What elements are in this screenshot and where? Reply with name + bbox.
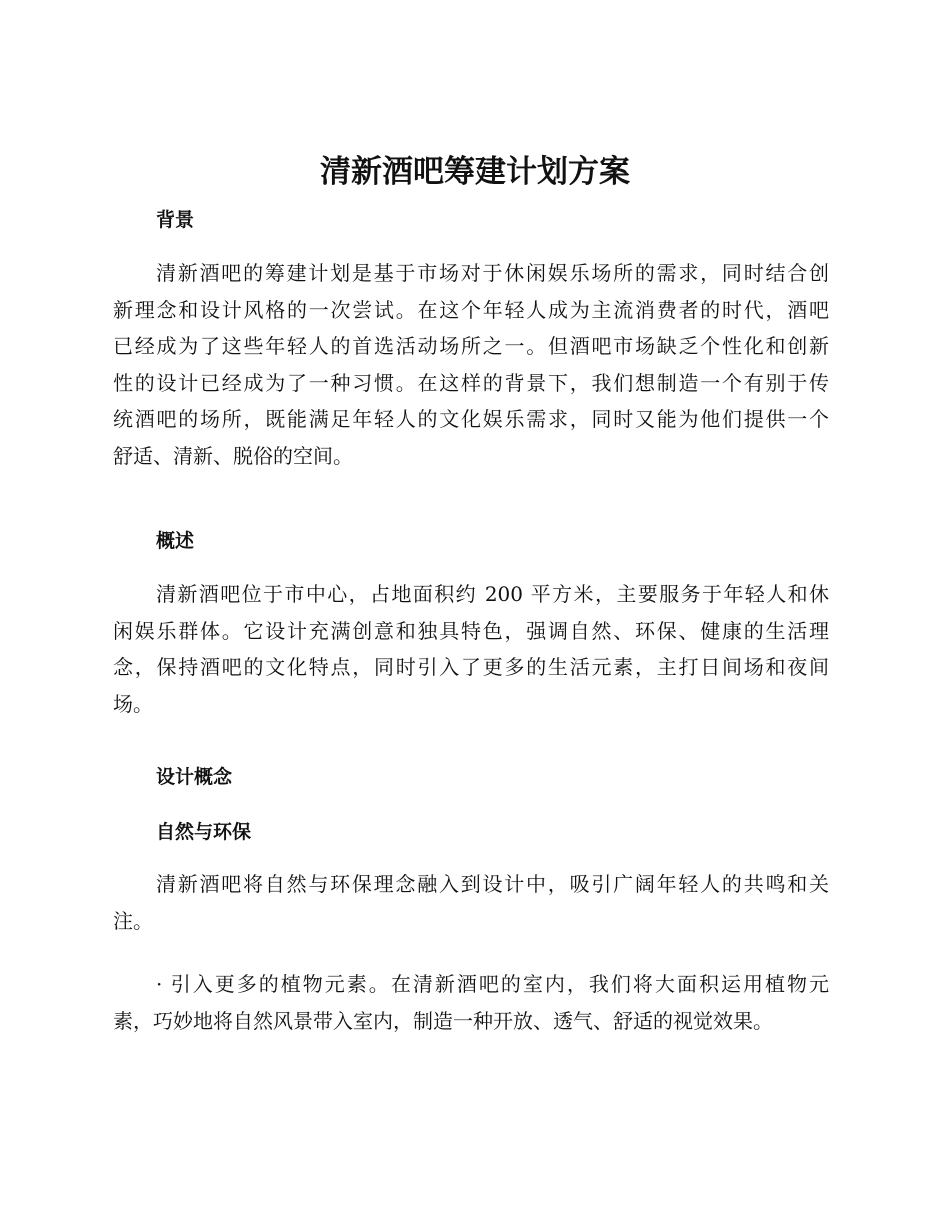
document-title: 清新酒吧筹建计划方案: [320, 154, 630, 190]
paragraph-line: 注。: [113, 908, 153, 933]
paragraph-line: 舒适、清新、脱俗的空间。: [113, 443, 353, 468]
paragraph-line: 念，保持酒吧的文化特点，同时引入了更多的生活元素，主打日间场和夜间: [113, 655, 829, 679]
bullet-line: · 引入更多的植物元素。在清新酒吧的室内，我们将大面积运用植物元: [156, 972, 829, 996]
bullet-line: 素，巧妙地将自然风景带入室内，制造一种开放、透气、舒适的视觉效果。: [113, 1008, 773, 1033]
paragraph-line: 新理念和设计风格的一次尝试。在这个年轻人成为主流消费者的时代，酒吧: [113, 297, 829, 322]
nature-paragraph: [113, 866, 829, 939]
paragraph-line: 清新酒吧将自然与环保理念融入到设计中，吸引广阔年轻人的共鸣和关: [156, 872, 829, 896]
paragraph-line: 场。: [113, 691, 153, 716]
paragraph-line: 统酒吧的场所，既能满足年轻人的文化娱乐需求，同时又能为他们提供一个: [113, 407, 829, 431]
paragraph-line: 清新酒吧的筹建计划是基于市场对于休闲娱乐场所的需求，同时结合创: [156, 261, 829, 285]
paragraph-line: 性的设计已经成为了一种习惯。在这样的背景下，我们想制造一个有别于传: [113, 370, 829, 395]
background-paragraph: [113, 255, 829, 474]
overview-paragraph: [113, 576, 829, 722]
paragraph-line: 清新酒吧位于市中心，占地面积约 200 平方米，主要服务于年轻人和休: [156, 582, 829, 606]
section-heading-design-concept: 设计概念: [156, 766, 233, 788]
paragraph-line: 已经成为了这些年轻人的首选活动场所之一。但酒吧市场缺乏个性化和创新: [113, 334, 829, 358]
bullet-item: [113, 966, 829, 1039]
section-heading-overview: 概述: [156, 530, 195, 552]
section-heading-background: 背景: [156, 209, 195, 231]
paragraph-line: 闲娱乐群体。它设计充满创意和独具特色，强调自然、环保、健康的生活理: [113, 618, 829, 643]
section-heading-nature-environment: 自然与环保: [156, 821, 252, 843]
